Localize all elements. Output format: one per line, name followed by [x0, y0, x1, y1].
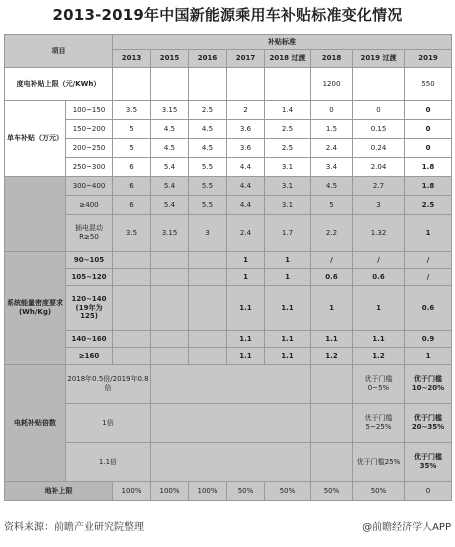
table-cell: 3 — [189, 215, 227, 252]
table-cell: 3.6 — [227, 120, 265, 139]
table-row — [5, 120, 452, 139]
table-cell — [151, 286, 189, 331]
table-cell: 0.6 — [311, 269, 353, 286]
table-cell: / — [353, 252, 405, 269]
table-cell: 4.5 — [151, 139, 189, 158]
range-cell: 1.1倍 — [66, 443, 151, 482]
table-cell: 1.8 — [405, 177, 452, 196]
table-cell: 100% — [113, 482, 151, 501]
table-cell: 1.7 — [265, 215, 311, 252]
table-cell: 2.7 — [353, 177, 405, 196]
table-cell: 1.1 — [227, 348, 265, 365]
table-cell: 0 — [405, 482, 452, 501]
table-cell: 1.1 — [227, 331, 265, 348]
header-item: 项目 — [5, 35, 113, 68]
table-cell: 1 — [227, 269, 265, 286]
source-note: 资料来源：前瞻产业研究院整理 — [4, 521, 144, 533]
table-cell: 5.5 — [189, 158, 227, 177]
table-cell: 优于门槛35% — [405, 443, 452, 482]
table-cell: / — [405, 252, 452, 269]
table-row — [5, 482, 452, 501]
row-label: 系统能量密度要求(Wh/Kg) — [5, 252, 66, 365]
table-cell: 550 — [405, 68, 452, 101]
table-cell: 优于门槛5~25% — [353, 404, 405, 443]
table-cell: 1.1 — [353, 331, 405, 348]
brand-credit: @前瞻经济学人APP — [362, 521, 451, 533]
table-cell: 优于门槛25% — [353, 443, 405, 482]
table-cell: 1.2 — [311, 348, 353, 365]
table-cell: / — [405, 269, 452, 286]
table-cell: 2.5 — [265, 139, 311, 158]
table-cell: 1 — [227, 252, 265, 269]
table-cell: 优于门槛10~20% — [405, 365, 452, 404]
table-cell — [151, 252, 189, 269]
table-cell — [113, 269, 151, 286]
table-cell: 6 — [113, 177, 151, 196]
table-cell: 5 — [113, 120, 151, 139]
table-cell: 2.2 — [311, 215, 353, 252]
table-cell: 3.4 — [311, 158, 353, 177]
table-cell — [189, 348, 227, 365]
table-cell: 3.15 — [151, 215, 189, 252]
range-cell: 120~140 (19年为125) — [66, 286, 113, 331]
table-cell — [113, 286, 151, 331]
table-cell: 0 — [311, 101, 353, 120]
table-cell — [353, 68, 405, 101]
row-label: 单车补贴（万元） — [5, 101, 66, 177]
header-year: 2017 — [227, 50, 265, 68]
table-cell: 1.1 — [311, 331, 353, 348]
table-cell: 5 — [113, 139, 151, 158]
header-standard: 补贴标准 — [113, 35, 452, 50]
table-cell: 0.9 — [405, 331, 452, 348]
table-cell: 100% — [189, 482, 227, 501]
table-cell: / — [311, 252, 353, 269]
row-label — [5, 177, 66, 252]
range-cell: ≥400 — [66, 196, 113, 215]
table-cell: 0 — [405, 101, 452, 120]
table-row — [5, 286, 452, 331]
table-cell — [151, 331, 189, 348]
table-cell — [189, 286, 227, 331]
range-cell: 2018年0.5倍/2019年0.8倍 — [66, 365, 151, 404]
table-cell: 0.15 — [353, 120, 405, 139]
table-cell: 5.4 — [151, 158, 189, 177]
table-body — [5, 35, 452, 501]
range-cell: 140~160 — [66, 331, 113, 348]
table-cell: 0 — [353, 101, 405, 120]
range-cell: 90~105 — [66, 252, 113, 269]
table-cell: 1.32 — [353, 215, 405, 252]
table-cell: 3.1 — [265, 177, 311, 196]
range-cell: 250~300 — [66, 158, 113, 177]
row-label: 电耗补贴倍数 — [5, 365, 66, 482]
table-cell: 4.5 — [151, 120, 189, 139]
table-row — [5, 404, 452, 443]
table-cell: 50% — [353, 482, 405, 501]
table-cell: 3.1 — [265, 196, 311, 215]
table-row — [5, 252, 452, 269]
table-cell: 1.1 — [227, 286, 265, 331]
table-cell: 优于门槛0~5% — [353, 365, 405, 404]
table-cell: 4.4 — [227, 158, 265, 177]
table-cell: 3.15 — [151, 101, 189, 120]
table-cell: 50% — [227, 482, 265, 501]
row-label: 度电补贴上限（元/KWh） — [5, 68, 113, 101]
table-cell: 1 — [311, 286, 353, 331]
table-cell — [189, 68, 227, 101]
table-cell: 4.5 — [189, 120, 227, 139]
table-cell: 优于门槛20~35% — [405, 404, 452, 443]
table-cell — [113, 252, 151, 269]
table-cell: 2.4 — [227, 215, 265, 252]
table-row — [5, 331, 452, 348]
table-cell: 1 — [265, 269, 311, 286]
table-cell: 4.4 — [227, 177, 265, 196]
table-cell: 2.4 — [311, 139, 353, 158]
table-cell: 4.5 — [189, 139, 227, 158]
table-cell: 50% — [265, 482, 311, 501]
table-cell: 2.5 — [405, 196, 452, 215]
table-cell: 6 — [113, 196, 151, 215]
table-cell: 2 — [227, 101, 265, 120]
table-cell — [151, 348, 189, 365]
header-year: 2015 — [151, 50, 189, 68]
table-cell — [189, 252, 227, 269]
table-row — [5, 68, 452, 101]
subsidy-table — [4, 34, 452, 501]
table-cell — [151, 404, 311, 443]
table-cell: 1.2 — [353, 348, 405, 365]
header-year: 2018 过渡 — [265, 50, 311, 68]
table-cell: 2.5 — [265, 120, 311, 139]
range-cell: 300~400 — [66, 177, 113, 196]
footer — [4, 514, 451, 536]
table-cell — [311, 404, 353, 443]
table-cell: 3 — [353, 196, 405, 215]
table-cell: 1.1 — [265, 348, 311, 365]
header-year: 2013 — [113, 50, 151, 68]
table-row — [5, 158, 452, 177]
range-cell: ≥160 — [66, 348, 113, 365]
table-cell — [265, 68, 311, 101]
table-cell: 1 — [405, 215, 452, 252]
table-row — [5, 177, 452, 196]
table-cell: 5 — [311, 196, 353, 215]
table-cell: 4.4 — [227, 196, 265, 215]
page-title: 2013-2019年中国新能源乘用车补贴标准变化情况 — [52, 6, 403, 24]
table-cell — [151, 443, 311, 482]
table-cell: 5.5 — [189, 196, 227, 215]
table-cell: 1.4 — [265, 101, 311, 120]
table-cell: 5.4 — [151, 196, 189, 215]
table-row — [5, 101, 452, 120]
header-year: 2019 — [405, 50, 452, 68]
table-cell — [113, 68, 151, 101]
table-cell — [113, 348, 151, 365]
table-cell — [189, 269, 227, 286]
table-cell — [311, 365, 353, 404]
table-cell: 0 — [405, 139, 452, 158]
header-year: 2018 — [311, 50, 353, 68]
range-cell: 150~200 — [66, 120, 113, 139]
table-cell — [227, 68, 265, 101]
table-cell: 0 — [405, 120, 452, 139]
table-cell: 0.24 — [353, 139, 405, 158]
table-cell: 3.5 — [113, 101, 151, 120]
table-cell: 2.04 — [353, 158, 405, 177]
table-cell: 5.5 — [189, 177, 227, 196]
table-cell: 0.6 — [353, 269, 405, 286]
table-cell — [189, 331, 227, 348]
table-cell: 50% — [311, 482, 353, 501]
range-cell: 插电混动 R≥50 — [66, 215, 113, 252]
table-cell — [151, 269, 189, 286]
table-cell: 2.5 — [189, 101, 227, 120]
table-cell: 1.8 — [405, 158, 452, 177]
table-cell: 0.6 — [405, 286, 452, 331]
header-year: 2019 过渡 — [353, 50, 405, 68]
table-cell: 4.5 — [311, 177, 353, 196]
table-cell: 3.5 — [113, 215, 151, 252]
table-cell: 1.1 — [265, 286, 311, 331]
table-cell: 1200 — [311, 68, 353, 101]
table-cell — [151, 68, 189, 101]
row-label: 地补上限 — [5, 482, 113, 501]
table-cell: 5.4 — [151, 177, 189, 196]
table-cell — [113, 331, 151, 348]
range-cell: 105~120 — [66, 269, 113, 286]
table-cell — [151, 365, 311, 404]
table-cell: 6 — [113, 158, 151, 177]
range-cell: 200~250 — [66, 139, 113, 158]
header-row — [5, 35, 452, 50]
table-row — [5, 443, 452, 482]
table-row — [5, 348, 452, 365]
table-row — [5, 365, 452, 404]
table-row — [5, 139, 452, 158]
table-cell — [311, 443, 353, 482]
table-row — [5, 196, 452, 215]
table-cell: 1 — [265, 252, 311, 269]
table-cell: 100% — [151, 482, 189, 501]
table-row — [5, 215, 452, 252]
range-cell: 1倍 — [66, 404, 151, 443]
table-cell: 1.1 — [265, 331, 311, 348]
header-year: 2016 — [189, 50, 227, 68]
table-cell: 1.5 — [311, 120, 353, 139]
table-row — [5, 269, 452, 286]
range-cell: 100~150 — [66, 101, 113, 120]
table-cell: 1 — [405, 348, 452, 365]
table-cell: 3.1 — [265, 158, 311, 177]
table-cell: 3.6 — [227, 139, 265, 158]
table-cell: 1 — [353, 286, 405, 331]
